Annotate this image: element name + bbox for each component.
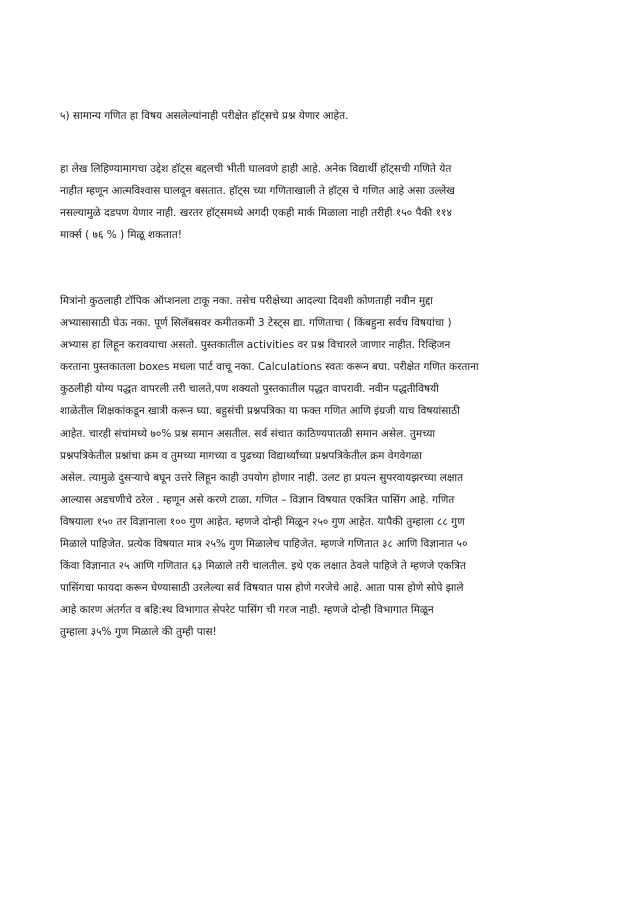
paragraph-line: आहेत. चारही संचांमध्ये ७०% प्रश्न समान असतील. सर्व संचात काठिण्यपातळी समान असेल. तुमच्या	[60, 427, 436, 440]
paragraph-line: पासिंगचा फायदा करून घेण्यासाठी उरलेल्या सर्व विषयात पास होणे गरजेचे आहे. आता पास होणे सोपे झाले	[60, 582, 464, 595]
paragraph-line: शाळेतील शिक्षकांकडून खात्री करून घ्या. बहुसंची प्रश्नपत्रिका या फक्त गणित आणि इंग्रजी याच विषयांसाठी	[60, 405, 460, 418]
paragraph-line: मिळाले पाहिजेत. प्रत्येक विषयात मात्र २५% गुण मिळालेच पाहिजेत. म्हणजे गणितात ३८ आणि विज्ञानात ५०	[60, 538, 468, 551]
paragraph-line: तुम्हाला ३५% गुण मिळाले की तुम्ही पास!	[60, 626, 217, 639]
paragraph-line: मार्क्स ( ७६ % ) मिळू शकतात!	[60, 229, 182, 241]
paragraph-line: प्रश्नपत्रिकेतील प्रश्नांचा क्रम व तुमच्या मागच्या व पुढच्या विद्यार्थ्यांच्या प्रश्नपत्रिकेतील क्रम वेगवेगळा	[60, 449, 422, 462]
paragraph-line: कुठलीही योग्य पद्धत वापरली तरी चालते,पण शक्यतो पुस्तकातील पद्धत वापरावी. नवीन पद्धतीविषयी	[60, 383, 439, 396]
paragraph-line: मित्रांनो कुठलाही टॉपिक ऑप्शनला टाकू नका. तसेच परीक्षेच्या आदल्या दिवशी कोणताही नवीन मुद्दा	[60, 295, 433, 307]
section-heading: ५) सामान्य गणित हा विषय असलेल्यांनाही परीक्षेत हॉट्सचे प्रश्न येणार आहेत.	[60, 110, 349, 122]
paragraph-line: नाहीत म्हणून आत्मविश्वास घालवून बसतात. हॉट्स च्या गणिताखाली ते हॉट्स चे गणित आहे असा उल्लेख	[60, 185, 455, 197]
paragraph-line: करताना पुस्तकातला boxes मधला पार्ट वाचू नका. Calculations स्वतः करून बघा. परीक्षेत गणित करताना	[60, 361, 479, 374]
paragraph-line: आहे कारण अंतर्गत व बहि:स्थ विभागात सेपरेट पासिंग ची गरज नाही. म्हणजे दोन्ही विभागात मिळून	[60, 604, 434, 617]
paragraph-line: असेल. त्यामुळे दुसऱ्याचे बघून उत्तरे लिहून काही उपयोग होणार नाही. उलट हा प्रयत्न सुपरवायझरच्या लक्षात	[60, 471, 464, 484]
paragraph-line: अभ्यास हा लिहून करावयाचा असतो. पुस्तकातील activities वर प्रश्न विचारले जाणार नाहीत. रिव्हिजन	[60, 339, 451, 352]
paragraph-line: किंवा विज्ञानात २५ आणि गणितात ६३ मिळाले तरी चालतील. इथे एक लक्षात ठेवले पाहिजे ते म्हणजे एकत्रित	[60, 560, 466, 573]
paragraph-line: विषयाला १५० तर विज्ञानाला १०० गुण आहेत. म्हणजे दोन्ही मिळून २५० गुण आहेत. यापैकी तुम्हाला ८८ गुण	[60, 515, 465, 528]
paragraph-line: नसल्यामुळे दडपण येणार नाही. खरतर हॉट्समध्ये अगदी एकही मार्क मिळाला नाही तरीही १५० पैकी ११४	[60, 207, 452, 219]
paragraph-line: हा लेख लिहिण्यामागचा उद्देश हॉट्स बद्दलची भीती घालवणे हाही आहे. अनेक विद्यार्थी हॉट्सची गणिते येत	[60, 163, 452, 175]
paragraph-hots-intro	[60, 158, 580, 246]
paragraph-line: आल्यास अडचणीचे ठरेल . म्हणून असे करणे टाळा. गणित – विज्ञान विषयात एकत्रित पासिंग आहे. गणित	[60, 493, 455, 506]
paragraph-line: अभ्यासासाठी घेऊ नका. पूर्ण सिलॅबसवर कमीतकमी 3 टेस्ट्स द्या. गणिताचा ( किंबहुना सर्वच विषयांचा )	[60, 317, 452, 330]
paragraph-exam-advice	[60, 290, 580, 644]
